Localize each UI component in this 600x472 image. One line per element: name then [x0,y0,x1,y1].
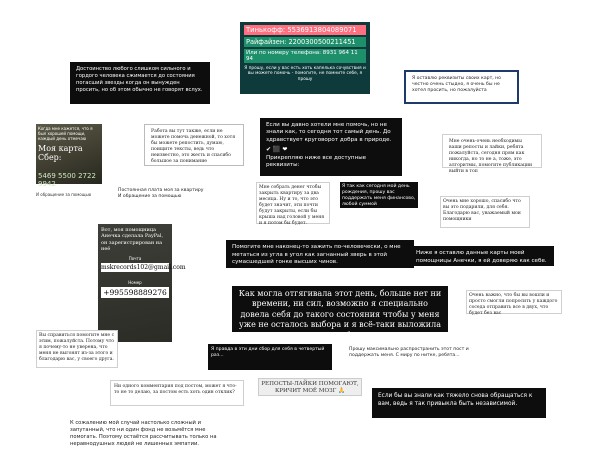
paypal-mail[interactable]: mskrecords102@gmail.com [101,263,186,271]
independent-note: Если бы вы знали как тяжело снова обращаться к вам, ведь я так привыкла быть независимой. [372,388,546,418]
pride-note: Достоинство любого слишком сильного и гордого человека сжимается до состояния погасший звезды когда он вынужден просить, но об этом обычно не говорят вслух. [70,62,210,104]
want-help-text: Если вы давно хотели мне помочь, но не знали как, то сегодня тот самый день. До здравствует круговорот добра в природе. [266,122,392,143]
comments-note: Ни одного комментария под постом, может я что-то не то делаю, за постом есть хоть один отклик? [110,380,244,406]
normal-life-note: Помогите мне наконец-то зажить по-человечески, о мне метаться из угла в угол как загнанный зверь в этой сумасшедшей гонке высших чинов. [226,240,414,268]
sber-header: Когда мне кажется, что я был хорошей помощи, каждый день отмечаю [38,126,93,141]
anechka-card [98,224,186,342]
sber-card [36,124,102,188]
apartment-more-line: И обращение за помощью [118,194,182,199]
attach-text: Прикрепляю ниже все доступные реквизиты: [266,155,367,169]
repost-request-note: Очень важно, что бы вы вошли и просто смогли попросить у каждого соседа отправить все в двух, что будет без вас [466,290,562,314]
tinkoff-line: Тинькофф: 5536913804089071 [244,25,366,35]
repost-max-note: Прошу максимально распространить этот пост и поддержать меня. С миру по нитке, ребята... [346,344,476,370]
mail-label: Почта [128,255,142,261]
raiffeisen-line: Райфайзен: 2200300500211451 [244,37,366,47]
phone-label: Номер [128,279,142,285]
sber-number: 5469 5500 2722 9942 [38,172,96,188]
anechka-cards-note: Ниже я оставлю данные карты моей помощницы Анечки, я ей доверяю как себе. [410,246,554,266]
left-bottom-note: Вы справиться помогите мне с этим, пожалуйста. Потому что я почему-то не уверена, что меня не выгонят из-за этого и благодарю вас, у своего друга. [36,330,118,368]
phone-line: Или по номеру телефона: 8931 964 11 94 [244,49,366,63]
birthday-help-note: Я правда в эти дни сбор для себя в четвертый раз... [208,344,332,370]
anechka-title: Вот, моя помощница Анечка сделала PayPal, он зарегистрирован на неё [101,227,164,253]
requisites-card [240,22,370,94]
apartment-note [116,186,246,208]
thanks-note: Очень мне хорошо, спасибо что вы это подарили, для себя. Благодарю вас, уважаемый мои помощники [440,196,530,228]
fought-note: Как могла отгягивала этот день, больше нет ни времени, ни сил, возможно я специально довела себя до такого состояния чтобы у меня уже не осталось выбора и я всё-таки выложила свой сбор [232,286,448,332]
final-note: К сожалению мой случай настолько сложный и запутанный, что ни один фонд не возьмётся мне помогать. Поэтому остаётся рассчитывать только на неравнодушных людей не лишенных эмпатии. [70,420,217,447]
left-small-note: И обращение за помощью [36,192,92,197]
want-help-note [260,118,402,176]
birthday-note: Я так как сегодня мой день рождения, прошу вас поддержать меня финансово, любой суммой [340,182,418,208]
reposts-note: РЕПОСТЫ-ЛАЙКИ ПОМОГАЮТ, КРИЧИТ МОЁ МОЗГ 🙏 [258,378,362,396]
work-note: Работа вы тут также, если не можете помочь денежной, то хотя бы можете репостить, думаю, поищите тексты, ведь что неизвестно, это жесть и спасибо большое за понимание [144,124,244,166]
requisites-top-note: Я оставлю реквизиты своих карт, но честно очень стыдно, я очень бы не хотел просить, но пожалуйста [404,70,519,104]
plea-line: Я прошу, если у вас есть хоть капелька сочувствия и вы можете помочь - помогите, не помните себе, я прошу [244,66,366,82]
emoji-line: ✔ ⬛ ❤ [266,146,288,154]
beg-note: Мне очень-очень необходимы ваши репосты и лайки, ребята пожалуйста, сегодня прям как никогда, но то не а, тоже, это алгоритмы, помогите публикации выйти в топ [442,134,542,168]
apartment-line: Постоянная плата моя за квартиру [118,188,204,193]
sber-title: Моя карта Сбер: [38,144,83,162]
paypal-phone[interactable]: +995598889276 [101,287,169,298]
money-small-note: Мне собрать денег чтобы закрыть квартиру за два месяца. Ну и то, что это будет значит, эти почти будут закрыты, если бы крыша над головой у меня и я потом бы будет. [256,182,330,224]
